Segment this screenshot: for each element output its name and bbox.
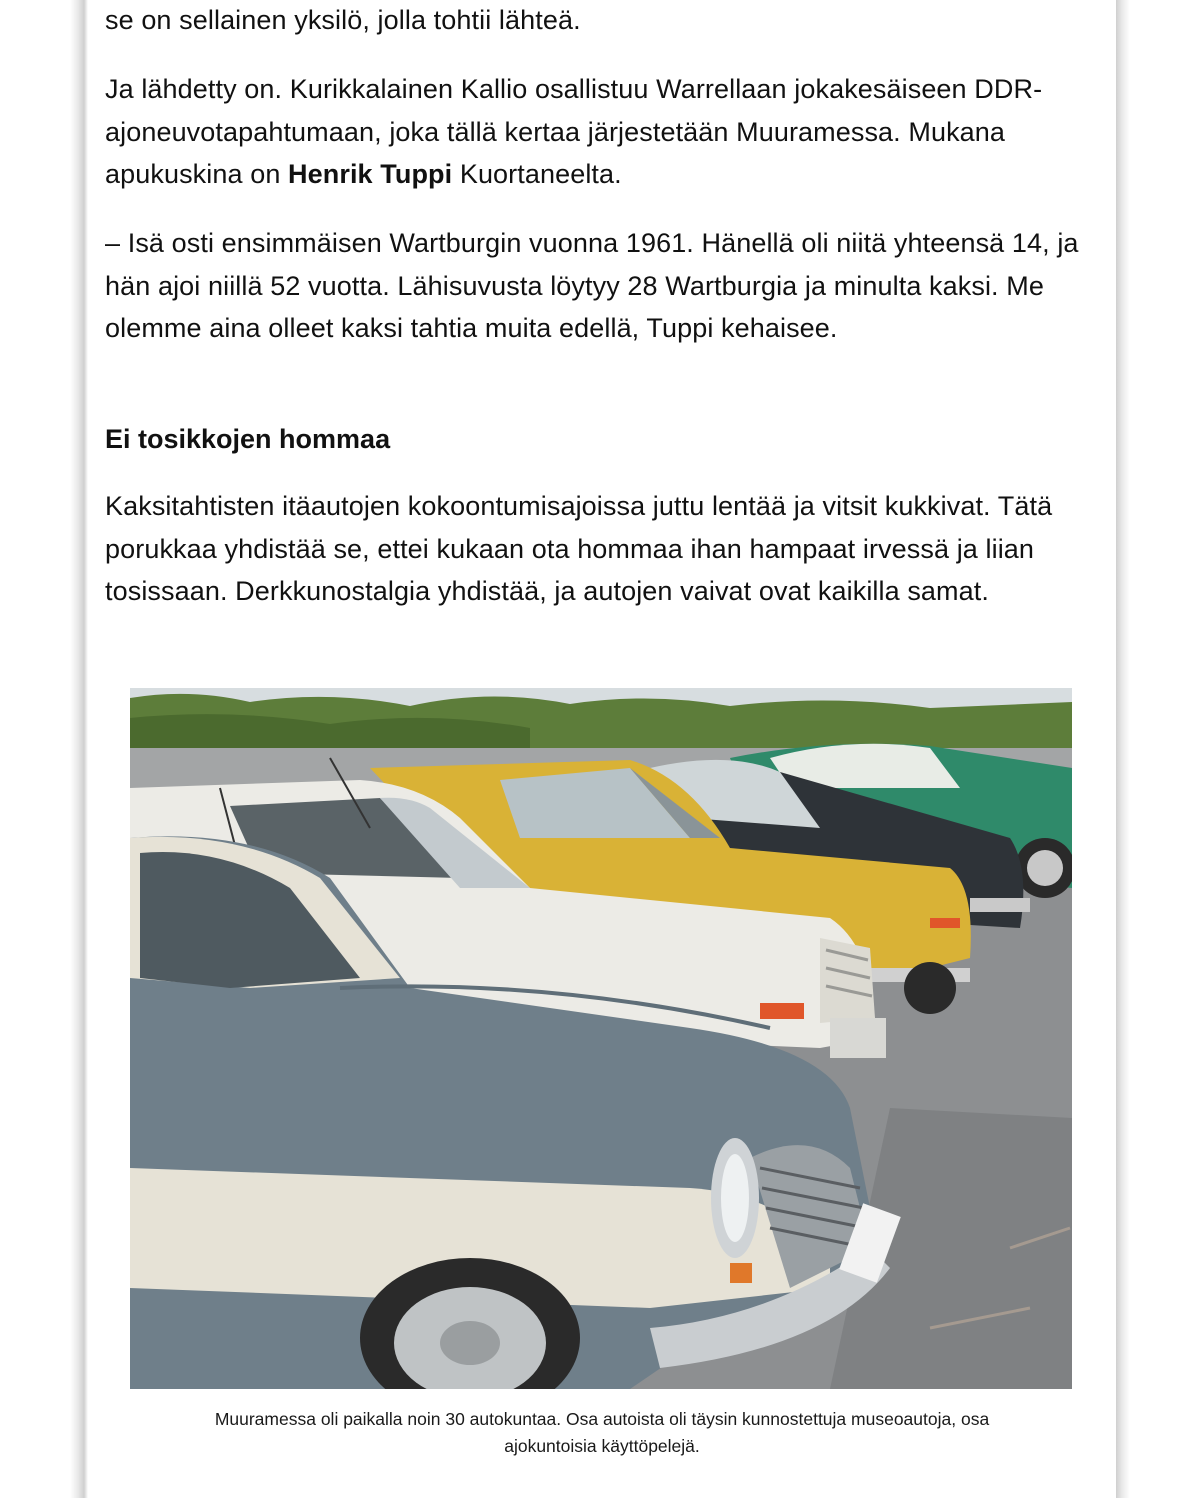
- caption-line: ajokuntoisia käyttöpelejä.: [504, 1436, 700, 1456]
- article-paragraph: – Isä osti ensimmäisen Wartburgin vuonna 1961. Hänellä oli niitä yhteensä 14, ja hän ajoi niillä 52 vuotta. Lähisuvusta löytyy 28 Wartburgia ja minulta kaksi. Me olemme aina olleet kaksi tahtia muita edellä, Tuppi kehaisee.: [105, 228, 1079, 343]
- wartburg-cars-photo-icon: [130, 688, 1072, 1389]
- caption-line: Muuramessa oli paikalla noin 30 autokuntaa. Osa autoista oli täysin kunnostettuja museoautoja, osa: [214, 1409, 990, 1429]
- person-name: Henrik Tuppi: [288, 159, 453, 189]
- article-paragraph: Kaksitahtisten itäautojen kokoontumisajoissa juttu lentää ja vitsit kukkivat. Tätä porukkaa yhdistää se, ettei kukaan ota hommaa ihan hampaat irvessä ja liian tosissaan. Derkkunostalgia yhdistää, ja autojen vaivat ovat kaikilla samat.: [105, 491, 1053, 606]
- article-column: [88, 0, 1116, 1498]
- article-photo: [130, 688, 1072, 1389]
- paragraph-text: Ja lähdetty on. Kurikkalainen Kallio osallistuu Warrellaan jokakesäiseen DDR-ajoneuvotapahtumaan, joka tällä kertaa järjestetään Muuramessa. Mukana apukuskina on: [105, 74, 1043, 189]
- photo-caption: [88, 1406, 1116, 1460]
- paragraph-text: Kuortaneelta.: [452, 159, 622, 189]
- article-paragraph: se on sellainen yksilö, jolla tohtii lähteä.: [105, 5, 581, 35]
- article-paragraph: [105, 68, 1095, 196]
- article-subheading: Ei tosikkojen hommaa: [105, 424, 391, 454]
